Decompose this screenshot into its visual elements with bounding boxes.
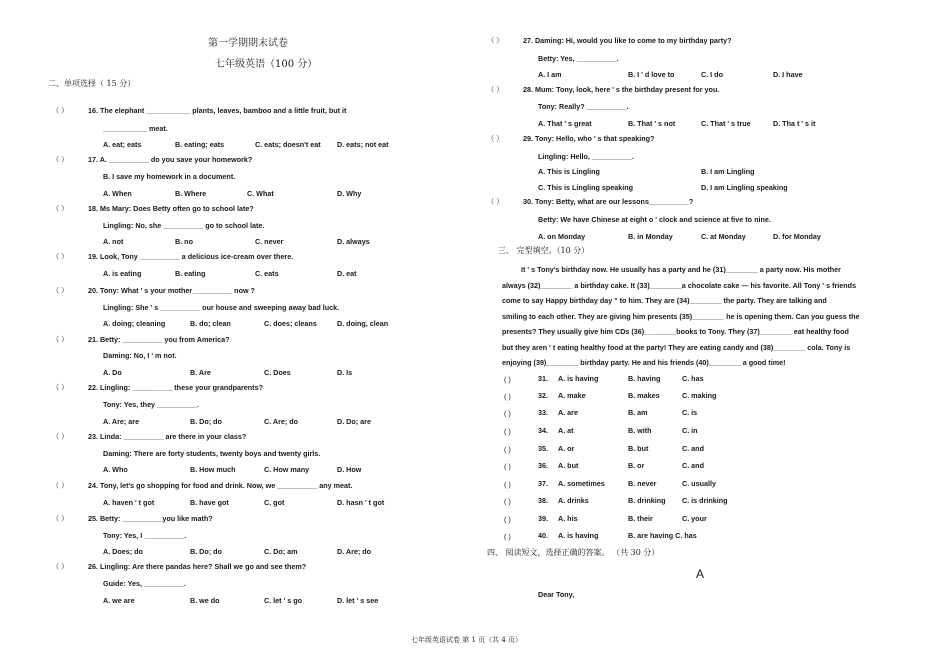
question-25-stem: 25. Betty: __________you like math? xyxy=(88,514,213,523)
answer-blank[interactable]: （ ） xyxy=(487,36,504,45)
question-16-stem: 16. The elephant ___________ plants, leaves, bamboo and a little fruit, but it xyxy=(88,106,347,115)
cloze-item-number: 35. xyxy=(538,444,548,453)
answer-blank[interactable]: （ ） xyxy=(52,106,69,115)
question-20-continuation: Lingling: She ' s __________ our house and sweeping away bad luck. xyxy=(103,303,340,312)
answer-blank[interactable]: （ ） xyxy=(52,286,69,295)
option-a: A. but xyxy=(558,461,579,470)
option-b: B. makes xyxy=(628,391,660,400)
option-c: C. is xyxy=(682,408,698,417)
question-17-stem: 17. A. __________ do you save your homework? xyxy=(88,155,253,164)
option-d: D. eats; not eat xyxy=(337,140,389,149)
question-20-stem: 20. Tony: What ' s your mother__________ now ? xyxy=(88,286,255,295)
option-b: B. but xyxy=(628,444,649,453)
question-17-continuation: B. I save my homework in a document. xyxy=(103,172,236,181)
question-30-continuation: Betty: We have Chinese at eight o ' clock and science at five to nine. xyxy=(538,215,771,224)
option-c: C. making xyxy=(682,391,717,400)
question-18-stem: 18. Ms Mary: Does Betty often go to school late? xyxy=(88,204,254,213)
answer-blank[interactable]: ( ) xyxy=(504,515,511,524)
option-a: A. is having xyxy=(558,374,599,383)
cloze-line: presents? They usually give him CDs (36)________books to Tony. They (37)________ eat healthy food xyxy=(502,327,849,336)
question-19-stem: 19. Look, Tony __________ a delicious ice-cream over there. xyxy=(88,252,294,261)
option-d: D. Do; are xyxy=(337,417,371,426)
question-21-continuation: Daming: No, I ' m not. xyxy=(103,351,177,360)
option-a: A. haven ' t got xyxy=(103,498,155,507)
option-c: C. your xyxy=(682,514,707,523)
cloze-line: It ' s Tony's birthday now. He usually has a party and he (31)________ a party now. His mother xyxy=(521,265,841,274)
option-c: C. eats; doesn't eat xyxy=(255,140,321,149)
option-b: B. Are xyxy=(190,368,211,377)
option-d: D. for Monday xyxy=(773,232,821,241)
option-d: D. let ' s see xyxy=(337,596,379,605)
option-d: D. Are; do xyxy=(337,547,372,556)
option-c: C. Do; am xyxy=(264,547,298,556)
answer-blank[interactable]: ( ) xyxy=(504,375,511,384)
option-c: C. Does xyxy=(264,368,291,377)
option-b: B. Where xyxy=(175,189,207,198)
option-a: A. eat; eats xyxy=(103,140,142,149)
option-c: C. usually xyxy=(682,479,716,488)
option-d: D. How xyxy=(337,465,362,474)
cloze-item-number: 31. xyxy=(538,374,548,383)
option-d: D. always xyxy=(337,237,370,246)
question-30-stem: 30. Tony: Betty, what are our lessons__________? xyxy=(523,197,694,206)
option-d: D. Is xyxy=(337,368,353,377)
option-b: B. eating; eats xyxy=(175,140,225,149)
question-23-continuation: Daming: There are forty students, twenty boys and twenty girls. xyxy=(103,449,321,458)
option-b: B. That ' s not xyxy=(628,119,676,128)
answer-blank[interactable]: ( ) xyxy=(504,392,511,401)
option-a: A. sometimes xyxy=(558,479,605,488)
option-c: C. and xyxy=(682,461,704,470)
option-a: A. at xyxy=(558,426,574,435)
question-18-continuation: Lingling: No, she __________ go to school late. xyxy=(103,221,265,230)
answer-blank[interactable]: （ ） xyxy=(52,383,69,392)
question-23-stem: 23. Linda: __________ are there in your class? xyxy=(88,432,247,441)
option-c: C. Are; do xyxy=(264,417,299,426)
question-26-continuation: Guide: Yes, __________. xyxy=(103,579,186,588)
option-b: B. are having C. has xyxy=(628,531,697,540)
option-b: B. Do; do xyxy=(190,417,222,426)
option-c: C. eats xyxy=(255,269,279,278)
letter-greeting: Dear Tony, xyxy=(538,590,575,599)
option-b: B. no xyxy=(175,237,193,246)
option-b: B. their xyxy=(628,514,653,523)
answer-blank[interactable]: （ ） xyxy=(52,252,69,261)
option-b: B. How much xyxy=(190,465,236,474)
question-25-continuation: Tony: Yes, I __________. xyxy=(103,531,187,540)
option-c: C. does; cleans xyxy=(264,319,317,328)
option-b: B. in Monday xyxy=(628,232,673,241)
right-column xyxy=(475,0,950,658)
option-b: B. do; clean xyxy=(190,319,231,328)
option-a: A. we are xyxy=(103,596,135,605)
cloze-item-number: 33. xyxy=(538,408,548,417)
option-c: C. and xyxy=(682,444,704,453)
cloze-line: but they aren ' t eating healthy food at the party! They are eating candy and (38)________ cola. Tony is xyxy=(502,343,851,352)
answer-blank[interactable]: （ ） xyxy=(52,432,69,441)
option-b: B. we do xyxy=(190,596,220,605)
option-a: A. When xyxy=(103,189,132,198)
question-27-stem: 27. Daming: Hi, would you like to come to my birthday party? xyxy=(523,36,732,45)
option-a: A. Are; are xyxy=(103,417,140,426)
page-footer: 七年级英语试卷 第 1 页（共 4 页） xyxy=(411,636,523,644)
cloze-line: come to say Happy birthday day " to him. They are (34)________ the party. They are talking and xyxy=(502,296,827,305)
option-d: D. Tha t ' s it xyxy=(773,119,816,128)
option-c: C. How many xyxy=(264,465,310,474)
option-b: B. drinking xyxy=(628,496,666,505)
option-b: B. am xyxy=(628,408,648,417)
option-a: A. Does; do xyxy=(103,547,143,556)
option-c: C. got xyxy=(264,498,285,507)
answer-blank[interactable]: （ ） xyxy=(52,335,69,344)
option-b: B. I ' d love to xyxy=(628,70,675,79)
answer-blank[interactable]: ( ) xyxy=(504,462,511,471)
question-22-stem: 22. Lingling: __________ these your grandparents? xyxy=(88,383,263,392)
option-c: C. in xyxy=(682,426,698,435)
answer-blank[interactable]: （ ） xyxy=(52,204,69,213)
section-4-heading: 四、 阅读短文，选择正确的答案。 （共 30 分） xyxy=(487,548,660,557)
cloze-line: always (32)________ a birthday cake. It (33)________a chocolate cake — his favorite. All Tony ' s friends xyxy=(502,281,857,290)
option-c: C. never xyxy=(255,237,284,246)
option-b: B. having xyxy=(628,374,661,383)
question-24-stem: 24. Tony, let's go shopping for food and drink. Now, we __________ any meat. xyxy=(88,481,353,490)
option-d: D. I have xyxy=(773,70,803,79)
option-c: C. I do xyxy=(701,70,723,79)
option-b: B. Do; do xyxy=(190,547,222,556)
option-c: C. let ' s go xyxy=(264,596,303,605)
option-a: A. That ' s great xyxy=(538,119,592,128)
option-d: D. hasn ' t got xyxy=(337,498,385,507)
option-c: C. has xyxy=(682,374,704,383)
option-d: D. eat xyxy=(337,269,357,278)
option-b: B. have got xyxy=(190,498,229,507)
question-16-continuation: ___________ meat. xyxy=(103,124,168,133)
cloze-item-number: 36. xyxy=(538,461,548,470)
cloze-item-number: 39. xyxy=(538,514,548,523)
answer-blank[interactable]: （ ） xyxy=(487,134,504,143)
answer-blank[interactable]: （ ） xyxy=(52,514,69,523)
option-a: A. his xyxy=(558,514,578,523)
option-b: B. with xyxy=(628,426,652,435)
question-28-continuation: Tony: Really? __________. xyxy=(538,102,629,111)
question-27-continuation: Betty: Yes, __________. xyxy=(538,54,619,63)
option-b: B. I am Lingling xyxy=(701,167,755,176)
option-d: D. doing, clean xyxy=(337,319,389,328)
option-a: A. doing; cleaning xyxy=(103,319,166,328)
answer-blank[interactable]: （ ） xyxy=(52,481,69,490)
section-2-heading: 二、单项选择（ 15 分） xyxy=(48,79,136,88)
option-c: C. This is Lingling speaking xyxy=(538,183,634,192)
option-c: C. That ' s true xyxy=(701,119,751,128)
answer-blank[interactable]: （ ） xyxy=(487,197,504,206)
answer-blank[interactable]: ( ) xyxy=(504,445,511,454)
option-a: A. Who xyxy=(103,465,128,474)
question-28-stem: 28. Mum: Tony, look, here ' s the birthday present for you. xyxy=(523,85,720,94)
answer-blank[interactable]: ( ) xyxy=(504,497,511,506)
question-26-stem: 26. Lingling: Are there pandas here? Shall we go and see them? xyxy=(88,562,307,571)
cloze-item-number: 34. xyxy=(538,426,548,435)
answer-blank[interactable]: （ ） xyxy=(487,85,504,94)
option-a: A. not xyxy=(103,237,124,246)
cloze-item-number: 40. xyxy=(538,531,548,540)
section-3-heading: 三、 完型填空。（10 分） xyxy=(498,246,590,255)
cloze-line: enjoying (39)________ birthday party. He and his friends (40)________ a good time! xyxy=(502,358,786,367)
answer-blank[interactable]: （ ） xyxy=(52,155,69,164)
passage-label: A xyxy=(696,567,705,581)
cloze-line: smiling to each other. They are giving him presents (35)________ he is opening them. Can you guess the xyxy=(502,312,860,321)
cloze-item-number: 37. xyxy=(538,479,548,488)
option-c: C. What xyxy=(247,189,274,198)
answer-blank[interactable]: ( ) xyxy=(504,532,511,541)
option-b: B. never xyxy=(628,479,657,488)
option-a: A. make xyxy=(558,391,586,400)
option-a: A. I am xyxy=(538,70,562,79)
option-b: B. or xyxy=(628,461,645,470)
option-a: A. is having xyxy=(558,531,599,540)
cloze-item-number: 38. xyxy=(538,496,548,505)
option-c: C. at Monday xyxy=(701,232,746,241)
option-c: C. is drinking xyxy=(682,496,728,505)
option-a: A. are xyxy=(558,408,578,417)
question-29-continuation: Lingling: Hello, __________. xyxy=(538,152,634,161)
option-a: A. Do xyxy=(103,368,122,377)
answer-blank[interactable]: ( ) xyxy=(504,427,511,436)
question-21-stem: 21. Betty: __________ you from America? xyxy=(88,335,230,344)
option-a: A. This is Lingling xyxy=(538,167,600,176)
answer-blank[interactable]: ( ) xyxy=(504,480,511,489)
answer-blank[interactable]: ( ) xyxy=(504,409,511,418)
option-d: D. Why xyxy=(337,189,362,198)
option-b: B. eating xyxy=(175,269,206,278)
answer-blank[interactable]: （ ） xyxy=(52,562,69,571)
option-a: A. on Monday xyxy=(538,232,586,241)
cloze-item-number: 32. xyxy=(538,391,548,400)
option-a: A. or xyxy=(558,444,575,453)
option-d: D. I am Lingling speaking xyxy=(701,183,788,192)
option-a: A. drinks xyxy=(558,496,589,505)
question-29-stem: 29. Tony: Hello, who ' s that speaking? xyxy=(523,134,655,143)
exam-title: 第一学期期末试卷 xyxy=(208,38,288,49)
option-a: A. is eating xyxy=(103,269,142,278)
question-22-continuation: Tony: Yes, they __________. xyxy=(103,400,200,409)
exam-subtitle: 七年级英语（100 分） xyxy=(215,59,318,70)
